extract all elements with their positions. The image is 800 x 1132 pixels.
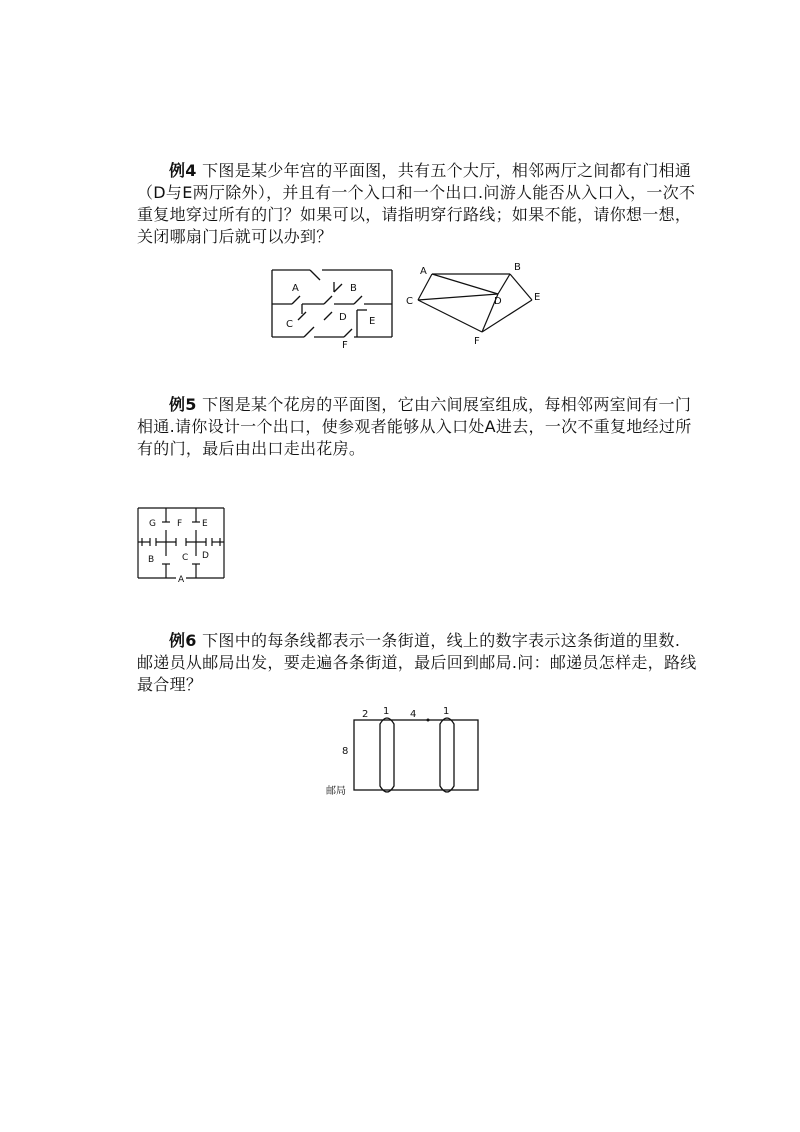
example-5-label: 例5 [169,395,197,414]
example-4-text [137,160,695,248]
plan-label-a: A [292,283,299,294]
example-4-line-3: 重复地穿过所有的门？如果可以，请指明穿行路线；如果不能，请你想一想， [137,205,692,224]
junction-dot [427,719,430,722]
example-5-line-2: 相通.请你设计一个出口，使参观者能够从入口处A进去，一次不重复地经过所 [137,417,692,436]
entrance-label-a: A [178,575,185,585]
example-4-floor-plan [262,262,402,352]
room-label-g: G [149,519,156,529]
example-5-line-3: 有的门，最后由出口走出花房。 [137,439,366,458]
example-4-label: 例4 [169,161,197,180]
room-label-f: F [177,519,183,529]
plan-label-c: C [286,319,293,330]
example-4-line-2: （D与E两厅除外），并且有一个入口和一个出口.问游人能否从入口入，一次不 [137,183,696,202]
graph-label-f: F [474,336,480,347]
example-4-graph [406,260,550,350]
example-6-line-2: 邮递员从邮局出发，要走遍各条街道，最后回到邮局.问：邮递员怎样走，路线 [137,653,697,672]
post-office-label: 邮局 [326,786,346,797]
example-4-line-4: 关闭哪扇门后就可以办到？ [137,227,333,246]
example-6-line-1: 例6 下图中的每条线都表示一条街道，线上的数字表示这条街道的里数. [169,631,681,650]
example-6-street-map [326,706,486,802]
plan-label-d: D [339,312,347,323]
example-5-floor-plan [136,506,226,585]
example-6-label: 例6 [169,631,197,650]
example-5-text [137,394,692,460]
plan-label-b: B [350,283,357,294]
graph-label-d: D [494,296,502,307]
street-length-1-right: 1 [443,706,450,717]
graph-label-e: E [534,292,541,303]
plan-label-f: F [342,340,348,351]
graph-label-a: A [420,266,427,277]
example-5-line-1: 例5 下图是某个花房的平面图，它由六间展室组成，每相邻两室间有一门 [169,395,692,414]
street-length-4: 4 [410,709,417,720]
street-length-8: 8 [342,746,349,757]
room-label-e: E [202,519,208,529]
example-6-line-3: 最合理？ [137,675,203,694]
graph-label-b: B [514,262,521,273]
example-4-line-1: 例4 下图是某少年宫的平面图，共有五个大厅，相邻两厅之间都有门相通 [169,161,692,180]
street-length-2: 2 [362,709,369,720]
room-label-d: D [202,551,209,561]
street-length-1-left: 1 [383,706,390,717]
room-label-c: C [182,553,189,563]
plan-label-e: E [369,316,376,327]
example-6-text [137,630,697,696]
room-label-b: B [148,555,155,565]
graph-label-c: C [406,296,413,307]
